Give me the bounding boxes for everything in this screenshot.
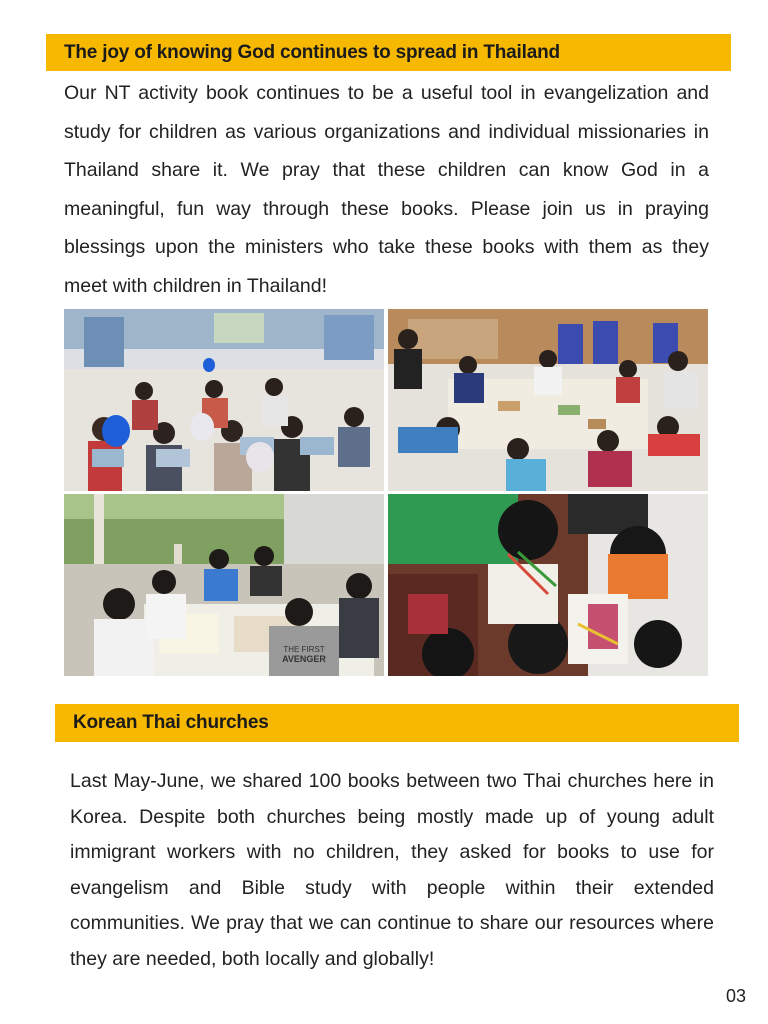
photo-children-classroom [64, 309, 384, 491]
thailand-paragraph: Our NT activity book continues to be a useful tool in evangelization and study for children as various organizations and individual missionaries in Thailand share it. We pray that these children can know God in a meaningful, fun way through these books. Please join us in praying blessings upon the ministers who take these books with them as they meet with children in Thailand! [64, 82, 709, 297]
page-number: 03 [725, 986, 746, 1006]
korean-thai-paragraph: Last May-June, we shared 100 books between two Thai churches here in Korea. Despite both churches being mostly made up of young adult immigrant workers with no children, they asked for books to use for evangelism and Bible study with people within their extended communities. We pray that we can continue to share our resources where they are needed, both locally and globally! [70, 770, 714, 970]
photo-children-floor-drawing [388, 309, 708, 491]
section-heading-thailand-text: The joy of knowing God continues to spread in Thailand [64, 41, 560, 63]
section-heading-korean-thai [55, 704, 739, 742]
section-heading-thailand [46, 34, 731, 71]
shirt-text-line2: AVENGER [282, 654, 326, 664]
photo-kids-coloring-closeup [388, 494, 708, 676]
shirt-text-line1: THE FIRST [283, 645, 325, 654]
photo-kids-table-outdoor [64, 494, 384, 676]
section-heading-korean-thai-text: Korean Thai churches [73, 712, 269, 733]
